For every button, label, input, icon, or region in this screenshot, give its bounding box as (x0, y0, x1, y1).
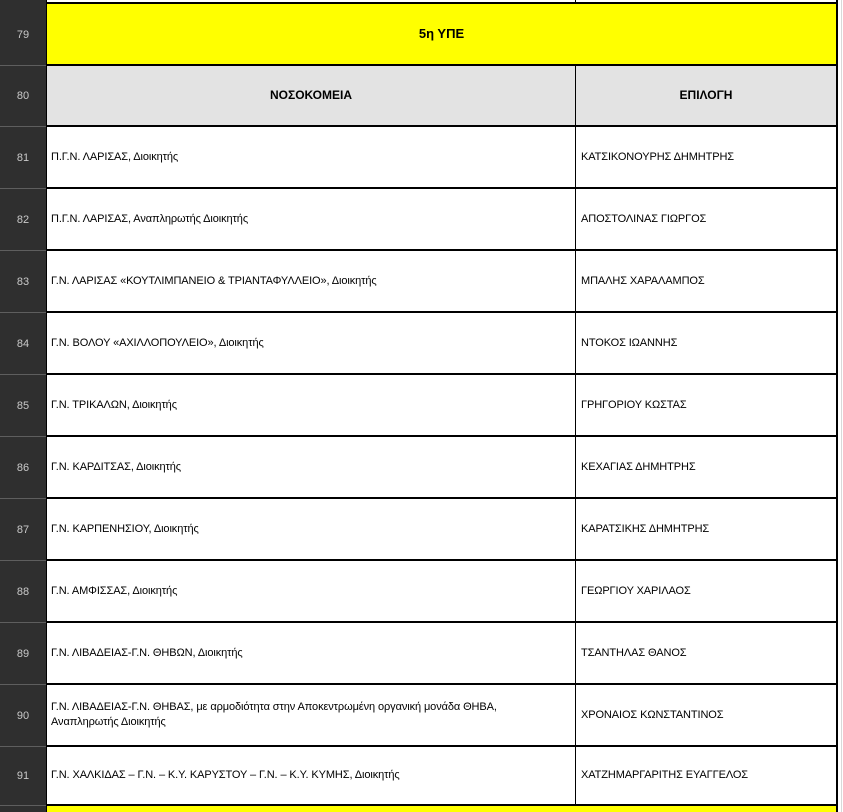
hospital-cell[interactable]: Γ.Ν. ΚΑΡΔΙΤΣΑΣ, Διοικητής (46, 437, 576, 499)
hospital-cell[interactable]: Π.Γ.Ν. ΛΑΡΙΣΑΣ, Αναπληρωτής Διοικητής (46, 189, 576, 251)
hospital-cell[interactable]: Π.Γ.Ν. ΛΑΡΙΣΑΣ, Διοικητής (46, 127, 576, 189)
table-row (0, 189, 838, 251)
section-title-cell[interactable]: 5η ΥΠΕ (46, 4, 838, 66)
table-row (0, 375, 838, 437)
selection-cell[interactable]: ΚΑΡΑΤΣΙΚΗΣ ΔΗΜΗΤΡΗΣ (576, 499, 838, 561)
column-header-hospitals[interactable]: ΝΟΣΟΚΟΜΕΙΑ (46, 66, 576, 127)
selection-cell[interactable]: ΜΠΑΛΗΣ ΧΑΡΑΛΑΜΠΟΣ (576, 251, 838, 313)
partial-row-below (0, 806, 838, 812)
selection-cell[interactable]: ΓΡΗΓΟΡΙΟΥ ΚΩΣΤΑΣ (576, 375, 838, 437)
hospital-cell[interactable]: Γ.Ν. ΛΑΡΙΣΑΣ «ΚΟΥΤΛΙΜΠΑΝΕΙΟ & ΤΡΙΑΝΤΑΦΥΛΛΕΙΟ», Διοικητής (46, 251, 576, 313)
selection-cell[interactable]: ΧΡΟΝΑΙΟΣ ΚΩΝΣΤΑΝΤΙΝΟΣ (576, 685, 838, 747)
table-row (0, 313, 838, 375)
next-section-cell[interactable] (46, 806, 838, 812)
selection-cell[interactable]: ΚΕΧΑΓΙΑΣ ΔΗΜΗΤΡΗΣ (576, 437, 838, 499)
row-number-cell[interactable]: 82 (0, 189, 46, 251)
gridline (841, 0, 842, 812)
hospital-cell[interactable]: Γ.Ν. ΑΜΦΙΣΣΑΣ, Διοικητής (46, 561, 576, 623)
hospital-cell[interactable]: Γ.Ν. ΒΟΛΟΥ «ΑΧΙΛΛΟΠΟΥΛΕΙΟ», Διοικητής (46, 313, 576, 375)
table-row (0, 747, 838, 806)
selection-cell[interactable]: ΓΕΩΡΓΙΟΥ ΧΑΡΙΛΑΟΣ (576, 561, 838, 623)
hospital-cell[interactable]: Γ.Ν. ΚΑΡΠΕΝΗΣΙΟΥ, Διοικητής (46, 499, 576, 561)
column-header-selection[interactable]: ΕΠΙΛΟΓΗ (576, 66, 838, 127)
row-number-cell[interactable]: 90 (0, 685, 46, 747)
selection-cell[interactable]: ΝΤΟΚΟΣ ΙΩΑΝΝΗΣ (576, 313, 838, 375)
table-row (0, 499, 838, 561)
row-number-cell[interactable]: 86 (0, 437, 46, 499)
selection-cell[interactable]: ΑΠΟΣΤΟΛΙΝΑΣ ΓΙΩΡΓΟΣ (576, 189, 838, 251)
table-row (0, 437, 838, 499)
row-number-cell[interactable]: 88 (0, 561, 46, 623)
hospital-cell[interactable]: Γ.Ν. ΛΙΒΑΔΕΙΑΣ-Γ.Ν. ΘΗΒΩΝ, Διοικητής (46, 623, 576, 685)
row-number-79[interactable]: 79 (0, 4, 46, 66)
row-number-cell[interactable]: 89 (0, 623, 46, 685)
row-number-cell[interactable]: 81 (0, 127, 46, 189)
table-row (0, 623, 838, 685)
row-number-cell[interactable]: 83 (0, 251, 46, 313)
table-row (0, 251, 838, 313)
hospital-cell[interactable]: Γ.Ν. ΤΡΙΚΑΛΩΝ, Διοικητής (46, 375, 576, 437)
row-number-cell[interactable]: 87 (0, 499, 46, 561)
row-number-cell[interactable]: 91 (0, 747, 46, 806)
table-row (0, 685, 838, 747)
table-row (0, 561, 838, 623)
section-header-row (0, 4, 838, 66)
row-number-cell[interactable]: 84 (0, 313, 46, 375)
column-header-row (0, 66, 838, 127)
selection-cell[interactable]: ΧΑΤΖΗΜΑΡΓΑΡΙΤΗΣ ΕΥΑΓΓΕΛΟΣ (576, 747, 838, 806)
selection-cell[interactable]: ΤΣΑΝΤΗΛΑΣ ΘΑΝΟΣ (576, 623, 838, 685)
row-number-cell[interactable]: 85 (0, 375, 46, 437)
selection-cell[interactable]: ΚΑΤΣΙΚΟΝΟΥΡΗΣ ΔΗΜΗΤΡΗΣ (576, 127, 838, 189)
table-row (0, 127, 838, 189)
row-number-80[interactable]: 80 (0, 66, 46, 127)
hospital-cell[interactable]: Γ.Ν. ΛΙΒΑΔΕΙΑΣ-Γ.Ν. ΘΗΒΑΣ, με αρμοδιότητα στην Αποκεντρωμένη οργανική μονάδα ΘΗΒΑ, Αναπληρωτής Διοικητής (46, 685, 576, 747)
hospital-cell[interactable]: Γ.Ν. ΧΑΛΚΙΔΑΣ – Γ.Ν. – Κ.Υ. ΚΑΡΥΣΤΟΥ – Γ.Ν. – Κ.Υ. ΚΥΜΗΣ, Διοικητής (46, 747, 576, 806)
row-gutter-cell[interactable] (0, 806, 46, 812)
